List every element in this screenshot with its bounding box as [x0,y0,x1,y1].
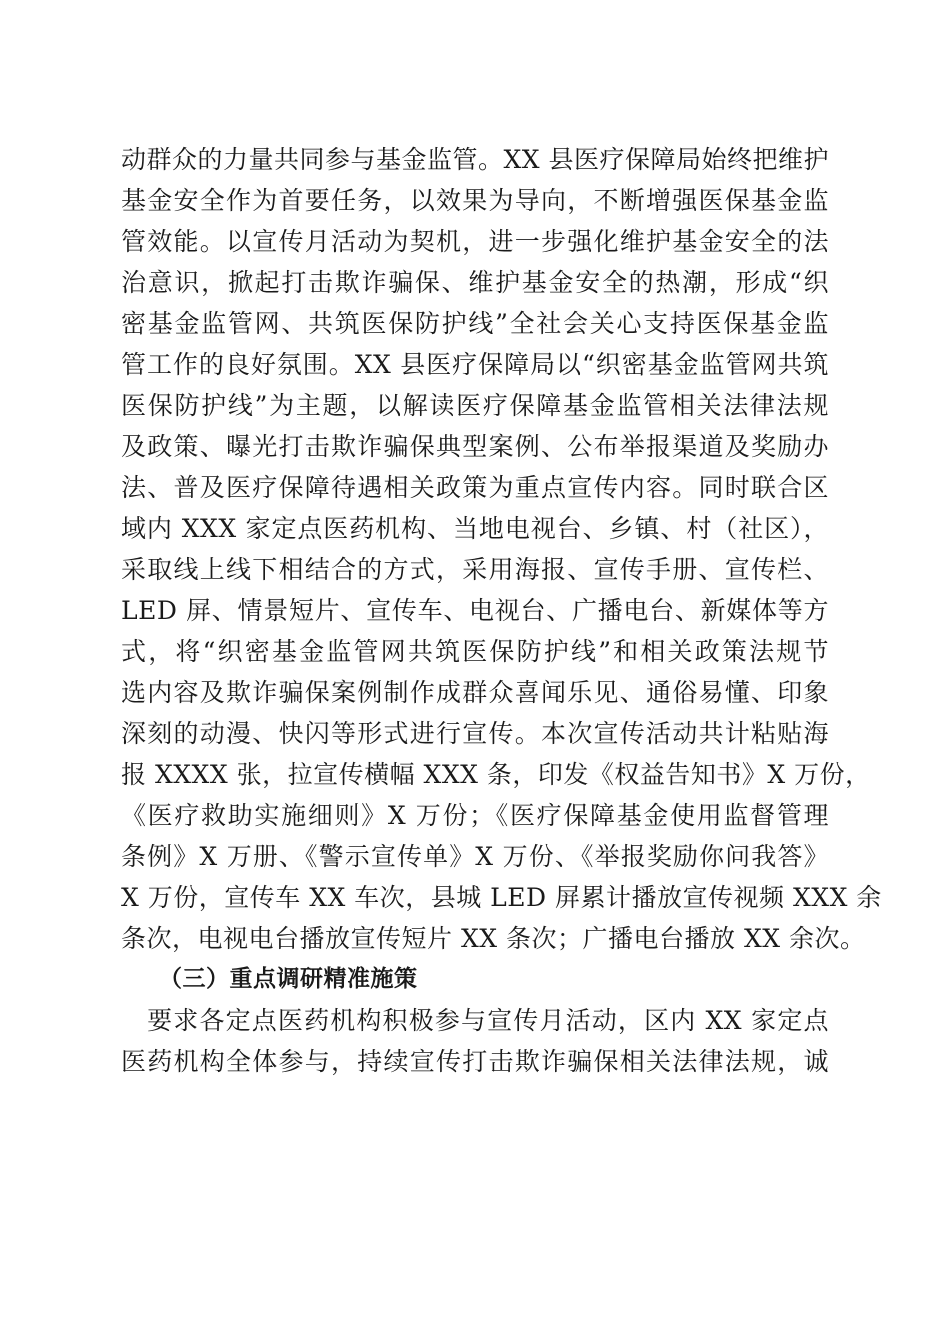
text-line: 条次，电视电台播放宣传短片 XX 条次；广播电台播放 XX 余次。 [121,924,866,953]
text-line: 要求各定点医药机构积极参与宣传月活动，区内 XX 家定点 [121,1006,829,1035]
text-line: 深刻的动漫、快闪等形式进行宣传。本次宣传活动共计粘贴海 [121,719,829,748]
text-line: 动群众的力量共同参与基金监管。XX 县医疗保障局始终把维护 [121,145,830,174]
text-line: 管效能。以宣传月活动为契机，进一步强化维护基金安全的法 [121,227,829,256]
paragraph-1 [121,139,882,959]
text-line: 选内容及欺诈骗保案例制作成群众喜闻乐见、通俗易懂、印象 [121,678,829,707]
text-line: 《医疗救助实施细则》X 万份；《医疗保障基金使用监督管理 [121,801,829,830]
text-line: X 万份，宣传车 XX 车次，县城 LED 屏累计播放宣传视频 XXX 余 [121,883,882,912]
text-line: 及政策、曝光打击欺诈骗保典型案例、公布举报渠道及奖励办 [121,432,829,461]
text-line: 报 XXXX 张，拉宣传横幅 XXX 条，印发《权益告知书》X 万份， [121,760,871,789]
section-heading: （三）重点调研精准施策 [159,966,418,992]
text-line: 条例》X 万册、《警示宣传单》X 万份、《举报奖励你问我答》 [121,842,829,871]
text-line: 医保防护线”为主题，以解读医疗保障基金监管相关法律法规 [121,391,829,420]
text-line: 密基金监管网、共筑医保防护线”全社会关心支持医保基金监 [121,309,829,338]
text-line: 采取线上线下相结合的方式，采用海报、宣传手册、宣传栏、 [121,555,829,584]
text-line: 法、普及医疗保障待遇相关政策为重点宣传内容。同时联合区 [121,473,829,502]
paragraph-2 [121,1000,829,1082]
text-line: 式，将“织密基金监管网共筑医保防护线”和相关政策法规节 [121,637,829,666]
text-line: 基金安全作为首要任务，以效果为导向，不断增强医保基金监 [121,186,829,215]
text-line: 域内 XXX 家定点医药机构、当地电视台、乡镇、村（社区）， [121,514,829,543]
text-line: 医药机构全体参与，持续宣传打击欺诈骗保相关法律法规，诚 [121,1047,829,1076]
document-body [121,139,882,1082]
text-line: 治意识，掀起打击欺诈骗保、维护基金安全的热潮，形成“织 [121,268,829,297]
text-line: 管工作的良好氛围。XX 县医疗保障局以“织密基金监管网共筑 [121,350,829,379]
text-line: LED 屏、情景短片、宣传车、电视台、广播电台、新媒体等方 [121,596,829,625]
